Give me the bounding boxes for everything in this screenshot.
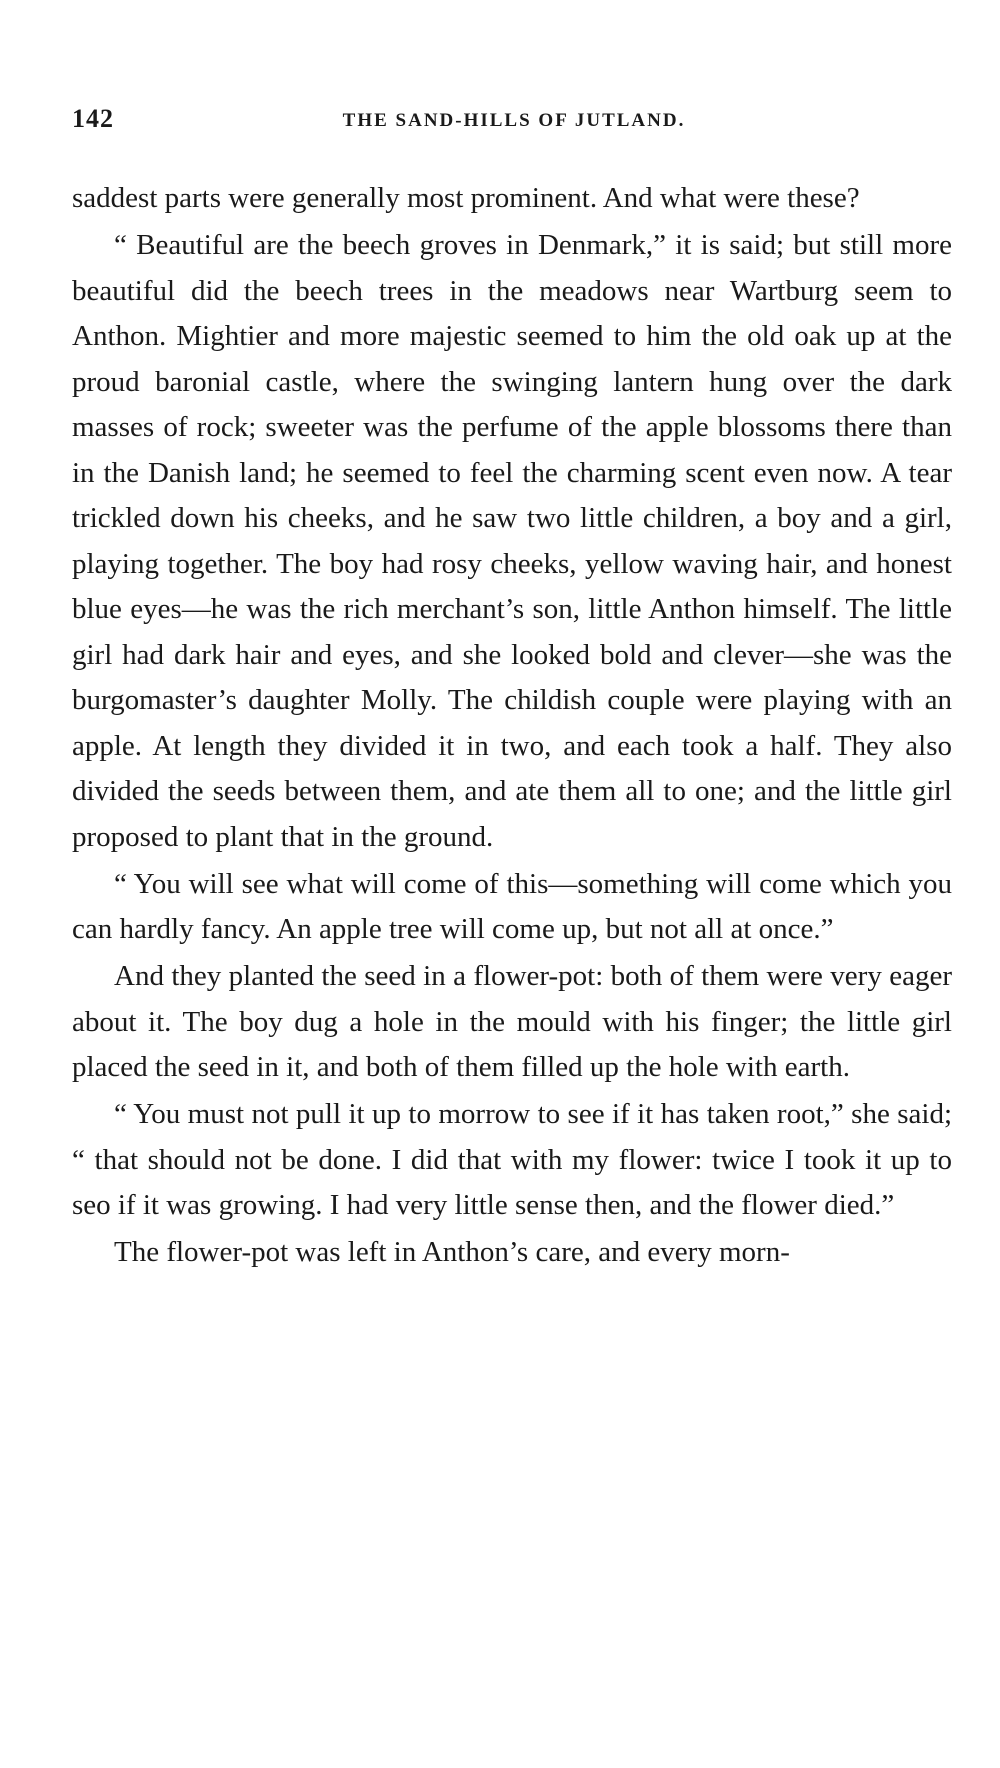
- paragraph: “ You will see what will come of this—something will come which you can hardly fancy. An apple tree will come up, but not all at once.”: [72, 867, 952, 945]
- paragraph: The flower-pot was left in Anthon’s care, and every morn-: [114, 1236, 790, 1268]
- page-number: 142: [72, 104, 114, 133]
- paragraph: “ You must not pull it up to morrow to see if it has taken root,” she said; “ that should not be done. I did that with my flower: twice I took it up to seo if it was growing. I had very little sense then, and the flower died.”: [72, 1098, 952, 1221]
- running-title: THE SAND-HILLS OF JUTLAND.: [342, 110, 686, 131]
- paragraph: “ Beautiful are the beech groves in Denmark,” it is said; but still more beautiful did the beech trees in the meadows near Wartburg seem to Anthon. Mightier and more majestic seemed to him the old oak up at the proud baronial castle, where the swinging lantern hung over the dark masses of rock; sweeter was the perfume of the apple blossoms there than in the Danish land; he seemed to feel the charming scent even now. A tear trickled down his cheeks, and he saw two little children, a boy and a girl, playing together. The boy had rosy cheeks, yellow waving hair, and honest blue eyes—he was the rich merchant’s son, little Anthon himself. The little girl had dark hair and eyes, and she looked bold and clever—she was the burgomaster’s daughter Molly. The childish couple were playing with an apple. At length they divided it in two, and each took a half. They also divided the seeds between them, and ate them all to one; and the little girl proposed to plant that in the ground.: [72, 229, 952, 853]
- page-header: [72, 104, 956, 144]
- body-text: [72, 176, 952, 1277]
- paragraph: And they planted the seed in a flower-pot: both of them were very eager about it. The boy dug a hole in the mould with his finger; the little girl placed the seed in it, and both of them filled up the hole with earth.: [72, 960, 952, 1083]
- paragraph: saddest parts were generally most prominent. And what were these?: [72, 182, 860, 214]
